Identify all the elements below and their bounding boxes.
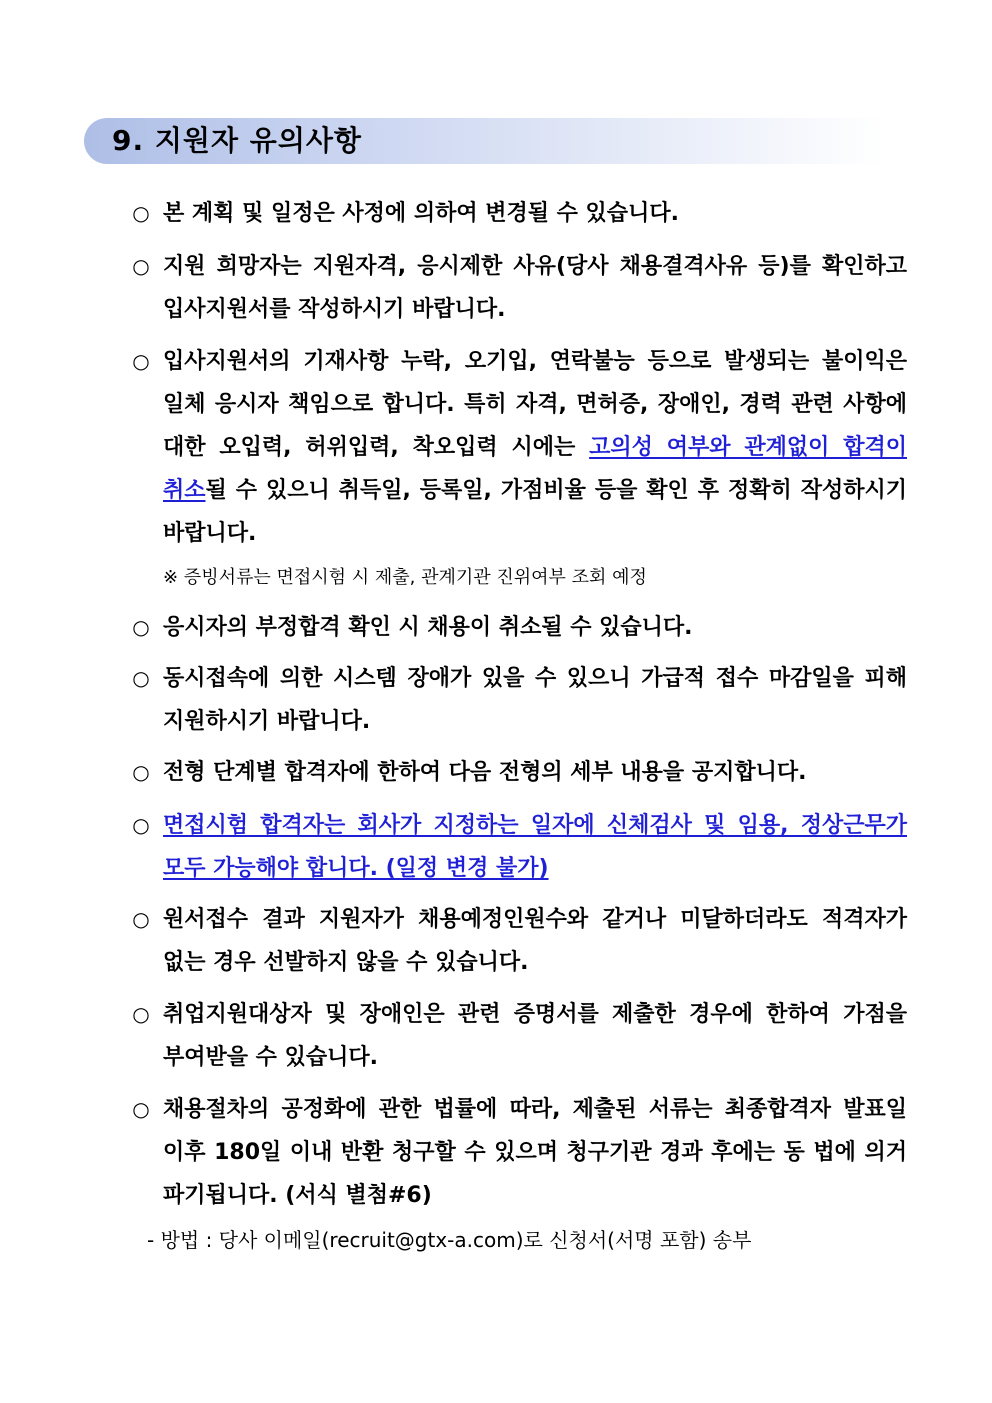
bullet-circle-icon: ○ [132, 349, 150, 373]
bullet-circle-icon: ○ [132, 201, 150, 225]
section-heading [112, 121, 362, 161]
item-text: 응시자의 부정합격 확인 시 채용이 취소될 수 있습니다. [163, 615, 693, 640]
item-text: 전형 단계별 합격자에 한하여 다음 전형의 세부 내용을 공지합니다. [163, 760, 807, 785]
bullet-circle-icon: ○ [132, 254, 150, 278]
section-title: 지원자 유의사항 [154, 124, 362, 157]
item-text-part: 입사지원서의 기재사항 누락, 오기입, 연락불능 등으로 발생되는 불이익은 일체 응시자 책임으로 합니다. 특히 자격, 면허증, 장애인, 경력 관련 사항에 대한 오입력, 허위입력, 착오입력 시에는 [163, 349, 907, 460]
item-text-part: 될 수 있으니 취득일, 등록일, 가점비율 등을 확인 후 정확히 작성하시기 바랍니다. [163, 478, 907, 546]
item-text: 본 계획 및 일정은 사정에 의하여 변경될 수 있습니다. [163, 201, 679, 226]
bullet-circle-icon: ○ [132, 813, 150, 837]
item-text: 지원 희망자는 지원자격, 응시제한 사유(당사 채용결격사유 등)를 확인하고 입사지원서를 작성하시기 바랍니다. [163, 254, 907, 322]
item-note: ※ 증빙서류는 면접시험 시 제출, 관계기관 진위여부 조회 예정 [163, 567, 647, 588]
bullet-circle-icon: ○ [132, 666, 150, 690]
section-number: 9. [112, 124, 145, 157]
bullet-circle-icon: ○ [132, 907, 150, 931]
item-text: 채용절차의 공정화에 관한 법률에 따라, 제출된 서류는 최종합격자 발표일 이후 180일 이내 반환 청구할 수 있으며 청구기관 경과 후에는 동 법에 의거 파기됩니다. (서식 별첨#6) [163, 1097, 907, 1208]
bullet-circle-icon: ○ [132, 615, 150, 639]
bullet-circle-icon: ○ [132, 1002, 150, 1026]
item-text: 동시접속에 의한 시스템 장애가 있을 수 있으니 가급적 접수 마감일을 피해 지원하시기 바랍니다. [163, 666, 907, 734]
bullet-circle-icon: ○ [132, 1097, 150, 1121]
item-text: 취업지원대상자 및 장애인은 관련 증명서를 제출한 경우에 한하여 가점을 부여받을 수 있습니다. [163, 1002, 907, 1070]
item-text: 원서접수 결과 지원자가 채용예정인원수와 같거나 미달하더라도 적격자가 없는 경우 선발하지 않을 수 있습니다. [163, 907, 907, 975]
item-text [163, 340, 907, 555]
item-note: - 방법 : 당사 이메일(recruit@gtx-a.com)로 신청서(서명 포함) 송부 [147, 1228, 752, 1252]
item-text: 면접시험 합격자는 회사가 지정하는 일자에 신체검사 및 임용, 정상근무가 모두 가능해야 합니다. (일정 변경 불가) [163, 813, 907, 881]
bullet-circle-icon: ○ [132, 760, 150, 784]
highlighted-warning: 고의성 여부와 관계없이 합격이 취소 [163, 435, 907, 503]
